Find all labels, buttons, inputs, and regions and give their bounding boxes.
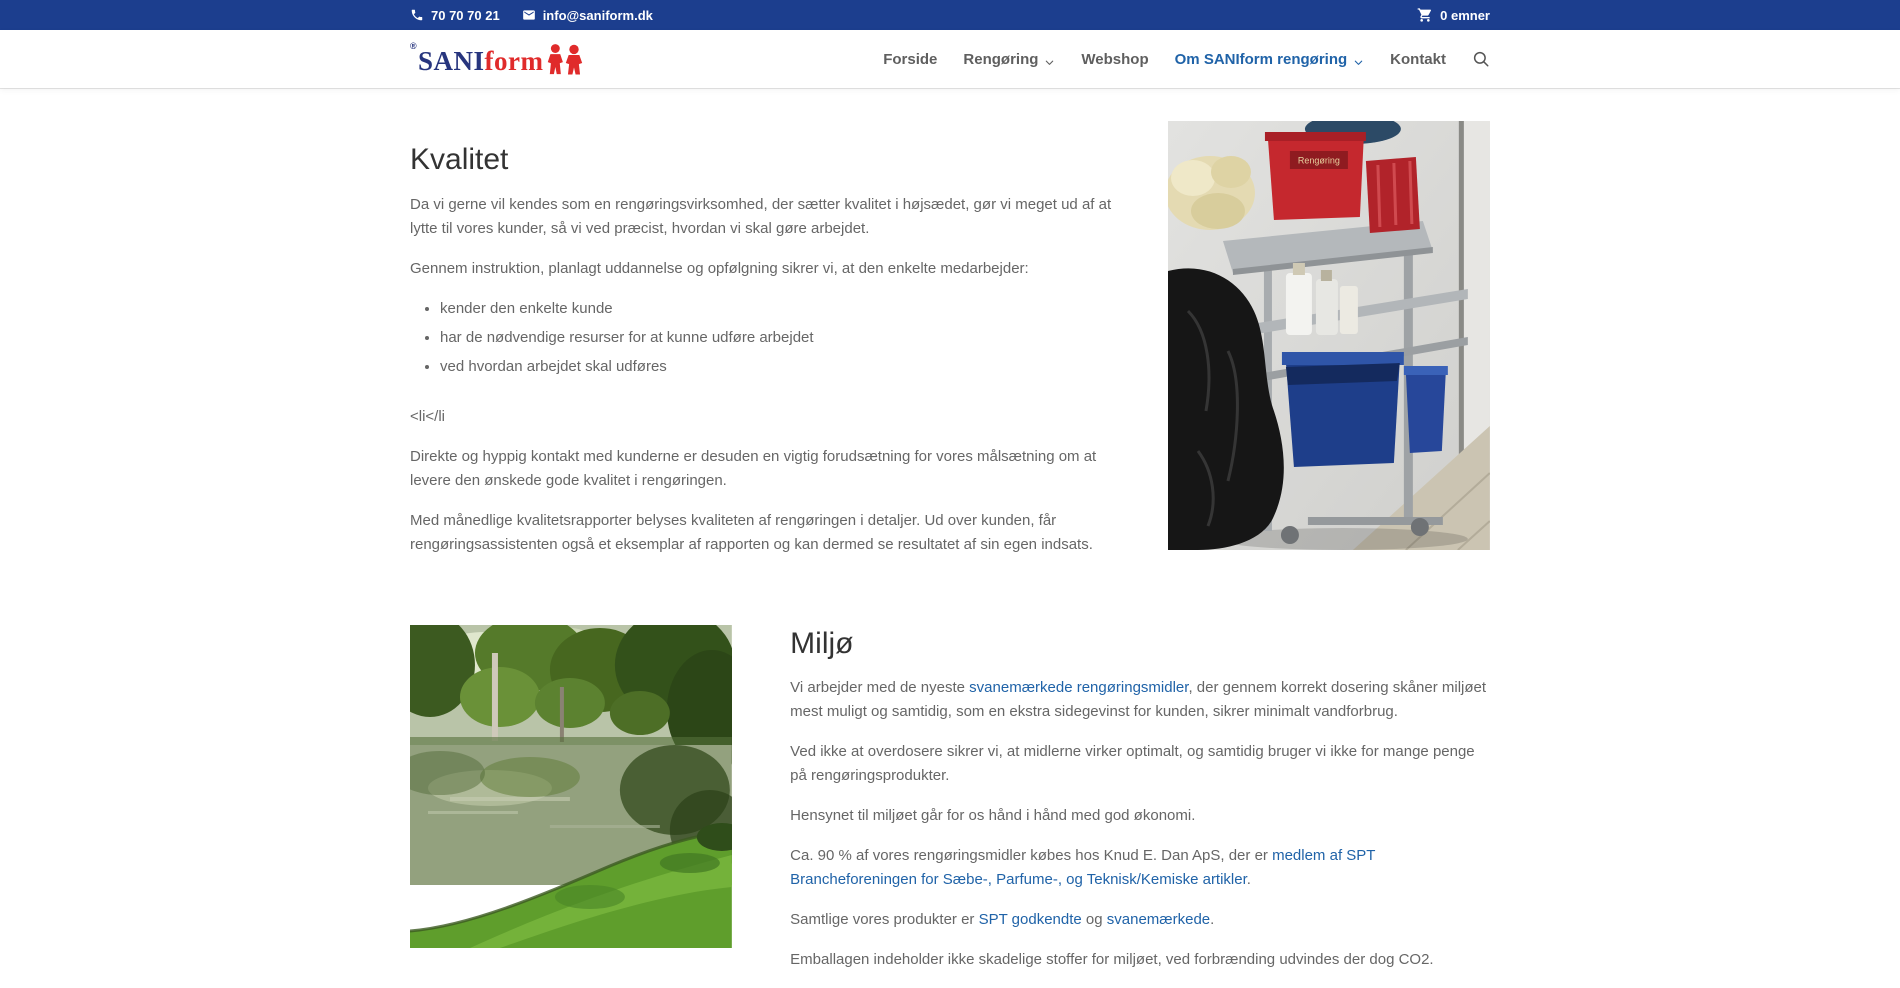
nav-item-webshop[interactable] (1081, 51, 1148, 68)
logo-text-sani: SANI (418, 48, 485, 75)
email-link[interactable] (522, 8, 653, 23)
miljo-paragraph-1 (790, 676, 1490, 724)
phone-link[interactable] (410, 8, 500, 23)
cart-icon (1417, 7, 1433, 23)
section-miljo (410, 625, 1490, 988)
main-content (0, 88, 1900, 988)
link-spt-godkendte[interactable]: SPT godkendte (979, 911, 1082, 928)
miljo-paragraph-5 (790, 908, 1490, 932)
miljo-paragraph-2: Ved ikke at overdosere sikrer vi, at midlerne virker optimalt, og samtidig bruger vi ikke for mange penge på rengøringsprodukter. (790, 740, 1490, 788)
envelope-icon (522, 8, 536, 22)
nav-label: Forside (883, 51, 937, 68)
nav-item-forside[interactable] (883, 51, 937, 68)
lake-and-trees-photo (410, 625, 732, 948)
kvalitet-title: Kvalitet (410, 141, 1117, 179)
link-spt-brancheforeningen[interactable]: medlem af SPT Brancheforeningen for Sæbe-, Parfume-, og Teknisk/Kemiske artikler (790, 847, 1375, 888)
kvalitet-image-column (1168, 121, 1490, 550)
link-svanemaerkede[interactable]: svanemærkede (1107, 911, 1210, 928)
bullet-item: • har de nødvendige resurser for at kunne udføre arbejdet (440, 326, 1117, 350)
nav-item-rengoring[interactable] (963, 51, 1055, 68)
text-run: , der gennem korrekt dosering skåner miljøet mest muligt og samtidig, som en ekstra sidegevinst for kunden, sikrer minimalt vandforbrug. (790, 679, 1486, 720)
stray-markup-text: <li</li (410, 405, 1117, 429)
kvalitet-paragraph-3: Direkte og hyppig kontakt med kunderne er desuden en vigtig forudsætning for vores målsætning om at levere den ønskede gode kvalitet i rengøringen. (410, 445, 1117, 493)
bucket-label-text: Rengøring (1298, 155, 1340, 165)
bullet-item: • ved hvordan arbejdet skal udføres (440, 355, 1117, 379)
miljo-title: Miljø (790, 625, 1490, 663)
nav-label: Webshop (1081, 51, 1148, 68)
text-run: Vi arbejder med de nyeste (790, 679, 969, 696)
chevron-down-icon (1353, 55, 1364, 66)
chevron-down-icon (1044, 55, 1055, 66)
kvalitet-paragraph-2: Gennem instruktion, planlagt uddannelse og opfølgning sikrer vi, at den enkelte medarbejder: (410, 257, 1117, 281)
text-run: . (1247, 871, 1251, 888)
site-header (0, 30, 1900, 88)
miljo-paragraph-6: Emballagen indeholder ikke skadelige stoffer for miljøet, ved forbrænding udvindes der dog CO2. (790, 948, 1490, 972)
link-svanemaerkede-rengoringsmidler[interactable]: svanemærkede rengøringsmidler (969, 679, 1188, 696)
logo-text-form: form (485, 48, 544, 75)
kvalitet-paragraph-1: Da vi gerne vil kendes som en rengøringsvirksomhed, der sætter kvalitet i højsædet, gør vi meget ud af at lytte til vores kunder, så vi ved præcist, hvordan vi skal gøre arbejdet. (410, 193, 1117, 241)
miljo-paragraph-3: Hensynet til miljøet går for os hånd i hånd med god økonomi. (790, 804, 1490, 828)
cleaning-trolley-photo (1168, 121, 1490, 550)
email-address: info@saniform.dk (543, 8, 653, 23)
text-run: og (1082, 911, 1107, 928)
kvalitet-text-column (410, 121, 1117, 573)
main-navigation (883, 50, 1490, 68)
search-icon[interactable] (1472, 50, 1490, 68)
nav-item-kontakt[interactable] (1390, 51, 1446, 68)
kvalitet-paragraph-4: Med månedlige kvalitetsrapporter belyses kvaliteten af rengøringen i detaljer. Ud over kunden, får rengøringsassistenten også et eksemplar af rapporten og kan dermed se resultatet af sin egen indsats. (410, 509, 1117, 557)
cart-link[interactable] (1417, 7, 1490, 23)
nav-label: Om SANIform rengøring (1175, 51, 1348, 68)
nav-label: Rengøring (963, 51, 1038, 68)
text-run: Samtlige vores produkter er (790, 911, 978, 928)
cart-count-label: 0 emner (1440, 8, 1490, 23)
logo-figures-icon (546, 43, 586, 75)
text-run: . (1210, 911, 1214, 928)
registered-mark: ® (410, 41, 417, 51)
logo[interactable] (410, 43, 586, 75)
phone-number: 70 70 70 21 (431, 8, 500, 23)
miljo-image-column (410, 625, 732, 948)
text-run: Ca. 90 % af vores rengøringsmidler købes hos Knud E. Dan ApS, der er (790, 847, 1272, 864)
nav-label: Kontakt (1390, 51, 1446, 68)
phone-icon (410, 8, 424, 22)
topbar-contact-group (410, 8, 653, 23)
kvalitet-bullet-list (410, 297, 1117, 379)
section-kvalitet (410, 88, 1490, 573)
miljo-text-column (790, 625, 1490, 988)
nav-item-om-saniform-rengoring[interactable] (1175, 51, 1365, 68)
miljo-paragraph-4 (790, 844, 1490, 892)
topbar (0, 0, 1900, 30)
bullet-item: • kender den enkelte kunde (440, 297, 1117, 321)
